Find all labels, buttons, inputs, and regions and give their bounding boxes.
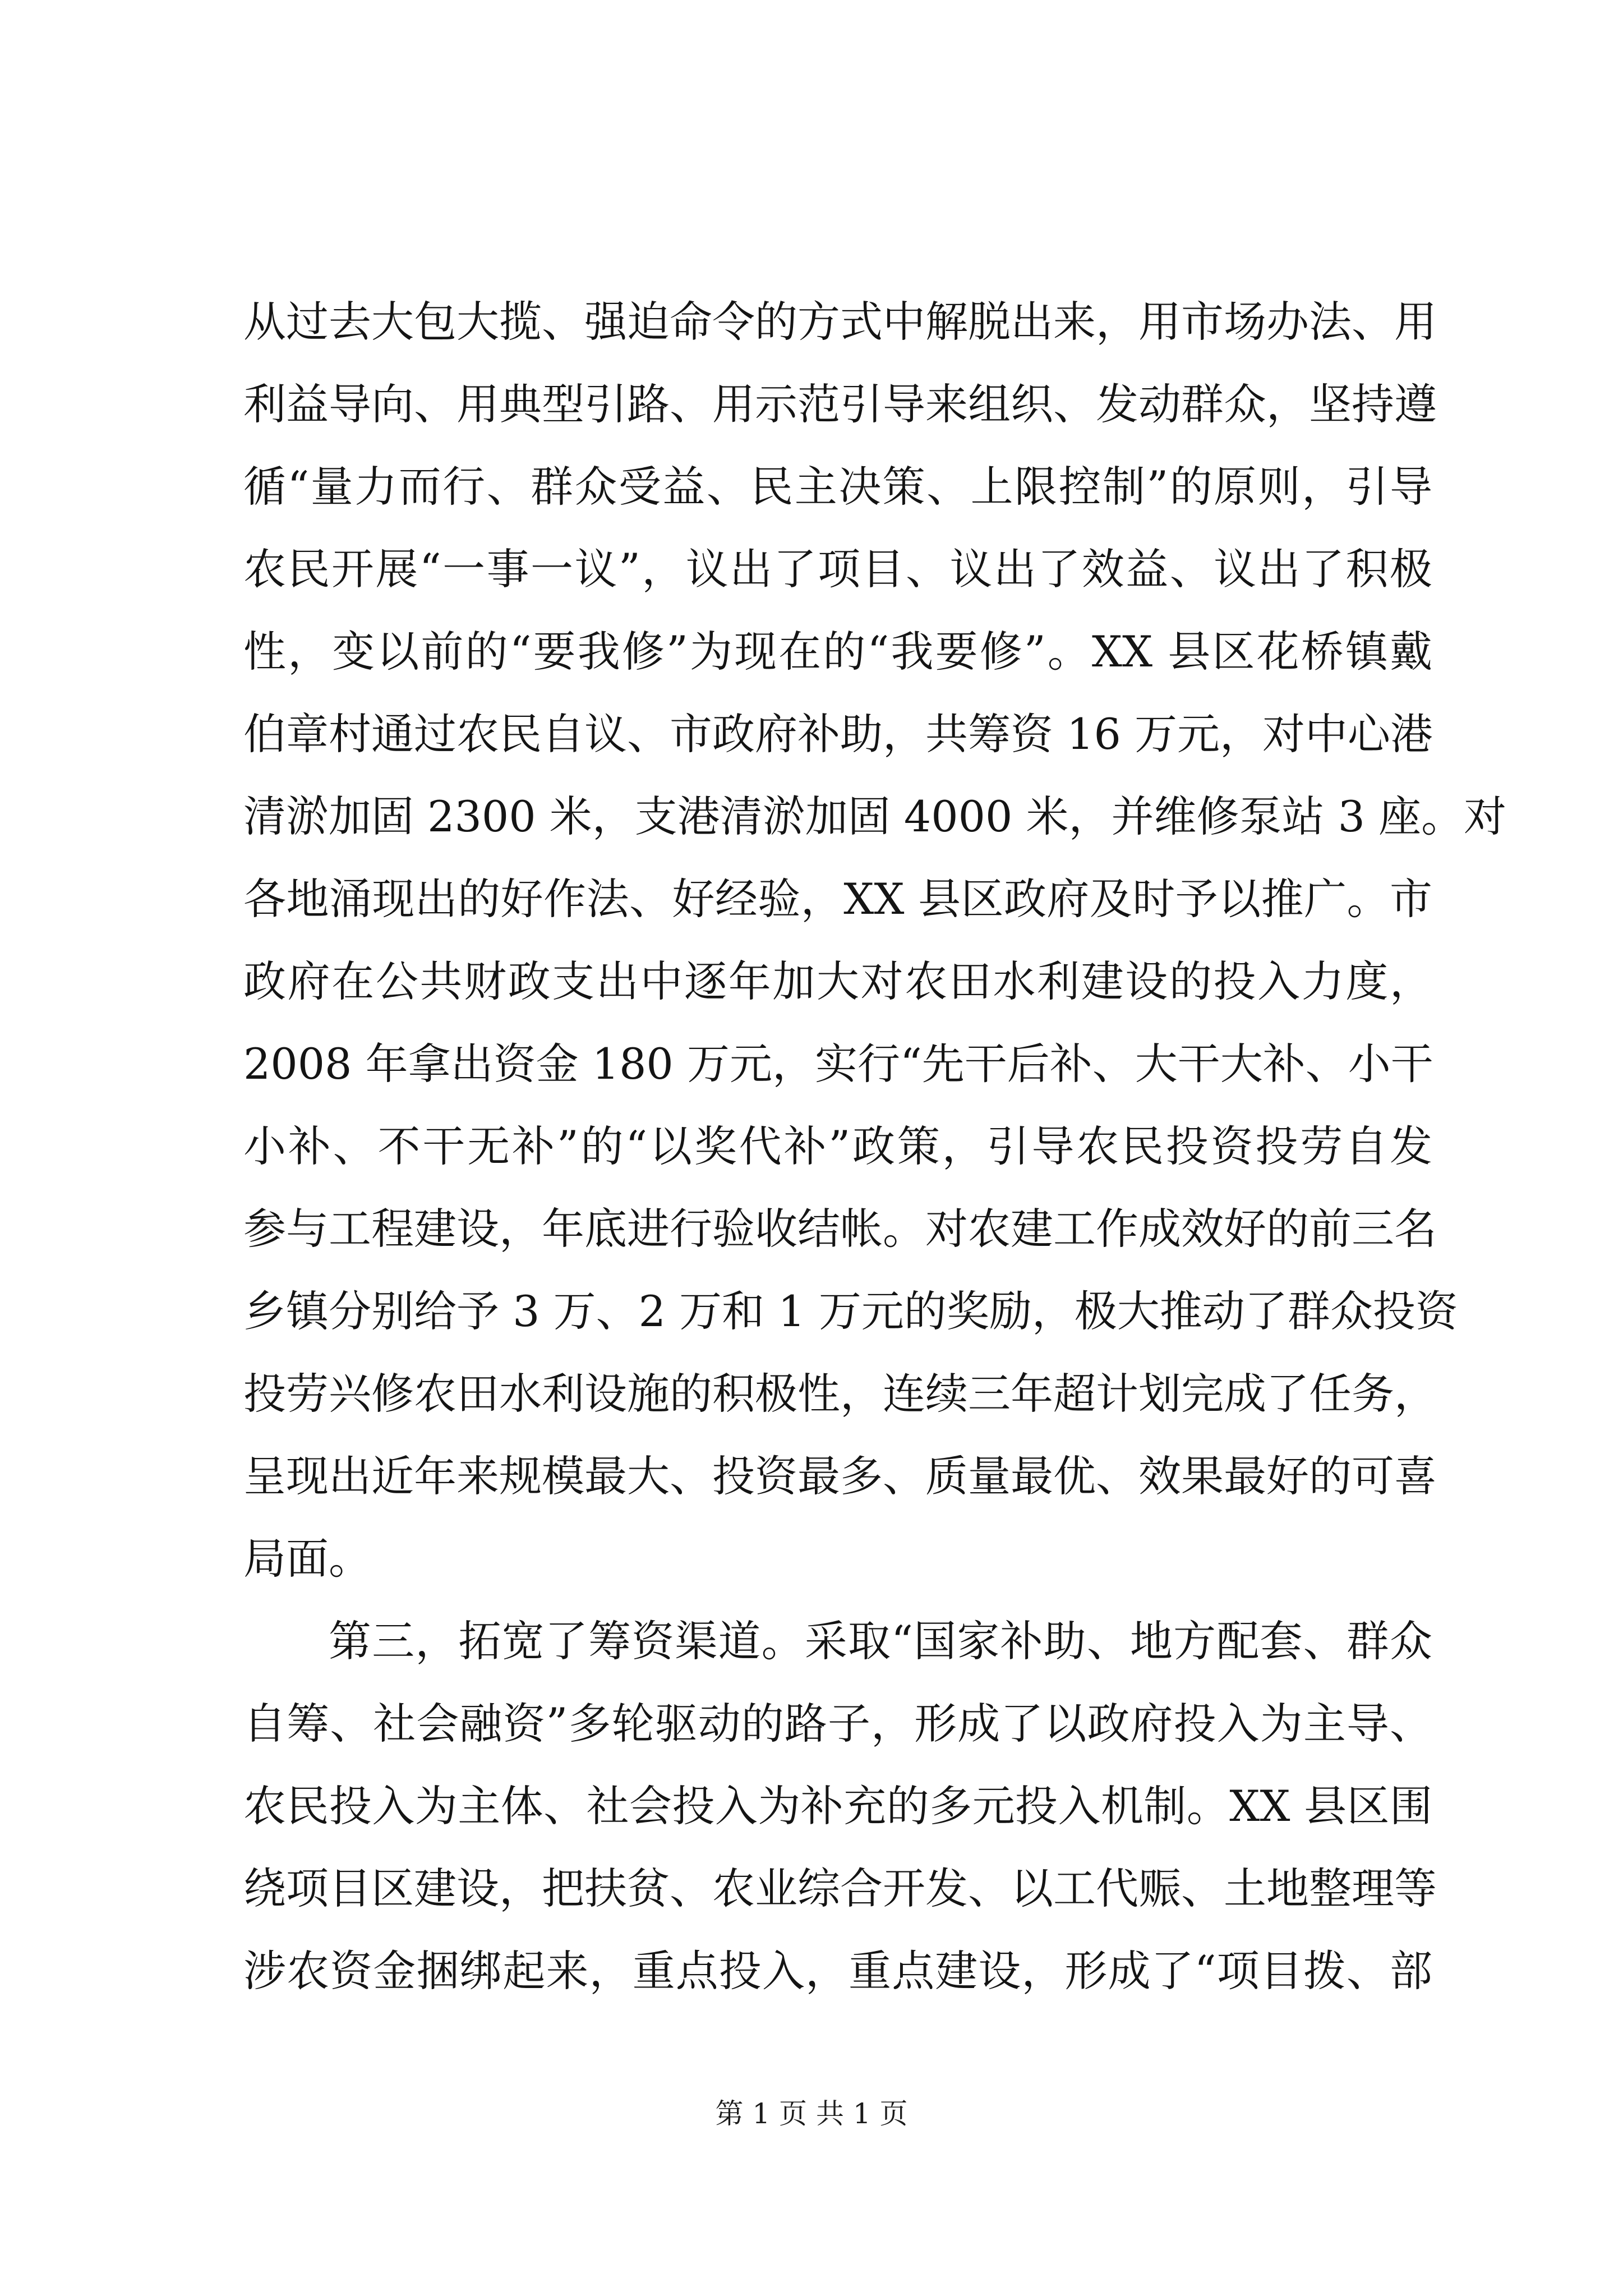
- text-line: 2008 年拿出资金 180 万元，实行“先干后补、大干大补、小干: [243, 1039, 1433, 1089]
- text-line: 农民投入为主体、社会投入为补充的多元投入机制。XX 县区围: [243, 1781, 1432, 1831]
- paragraph-1: [243, 280, 1507, 1600]
- text-line: 局面。: [243, 1534, 371, 1584]
- page-footer: [0, 2091, 1623, 2136]
- document-body: [243, 280, 1507, 2012]
- text-line: 第三，拓宽了筹资渠道。采取“国家补助、地方配套、群众: [329, 1616, 1432, 1666]
- text-line: 投劳兴修农田水利设施的积极性，连续三年超计划完成了任务，: [243, 1369, 1437, 1419]
- text-line: 伯章村通过农民自议、市政府补助，共筹资 16 万元，对中心港: [243, 709, 1433, 759]
- text-line: 乡镇分别给予 3 万、2 万和 1 万元的奖励，极大推动了群众投资: [243, 1286, 1458, 1336]
- text-line: 利益导向、用典型引路、用示范引导来组织、发动群众，坚持遵: [243, 379, 1437, 429]
- text-line: 政府在公共财政支出中逐年加大对农田水利建设的投入力度，: [243, 956, 1432, 1006]
- text-line: 农民开展“一事一议”，议出了项目、议出了效益、议出了积极: [243, 544, 1432, 594]
- page-number-label: 第 1 页 共 1 页: [715, 2097, 908, 2130]
- text-line: 各地涌现出的好作法、好经验，XX 县区政府及时予以推广。市: [243, 874, 1432, 924]
- text-line: 呈现出近年来规模最大、投资最多、质量最优、效果最好的可喜: [243, 1451, 1437, 1501]
- text-line: 性，变以前的“要我修”为现在的“我要修”。XX 县区花桥镇戴: [243, 627, 1432, 677]
- text-line: 涉农资金捆绑起来，重点投入，重点建设，形成了“项目拨、部: [243, 1946, 1432, 1996]
- text-line: 小补、不干无补”的“以奖代补”政策，引导农民投资投劳自发: [243, 1121, 1432, 1171]
- text-line: 参与工程建设，年底进行验收结帐。对农建工作成效好的前三名: [243, 1204, 1437, 1254]
- text-line: 自筹、社会融资”多轮驱动的路子，形成了以政府投入为主导、: [243, 1699, 1432, 1749]
- text-line: 循“量力而行、群众受益、民主决策、上限控制”的原则，引导: [243, 462, 1432, 512]
- text-line: 绕项目区建设，把扶贫、农业综合开发、以工代赈、土地整理等: [243, 1864, 1437, 1913]
- paragraph-2: [243, 1600, 1437, 2012]
- text-line: 从过去大包大揽、强迫命令的方式中解脱出来，用市场办法、用: [243, 297, 1437, 347]
- text-line: 清淤加固 2300 米，支港清淤加固 4000 米，并维修泵站 3 座。对: [243, 792, 1507, 841]
